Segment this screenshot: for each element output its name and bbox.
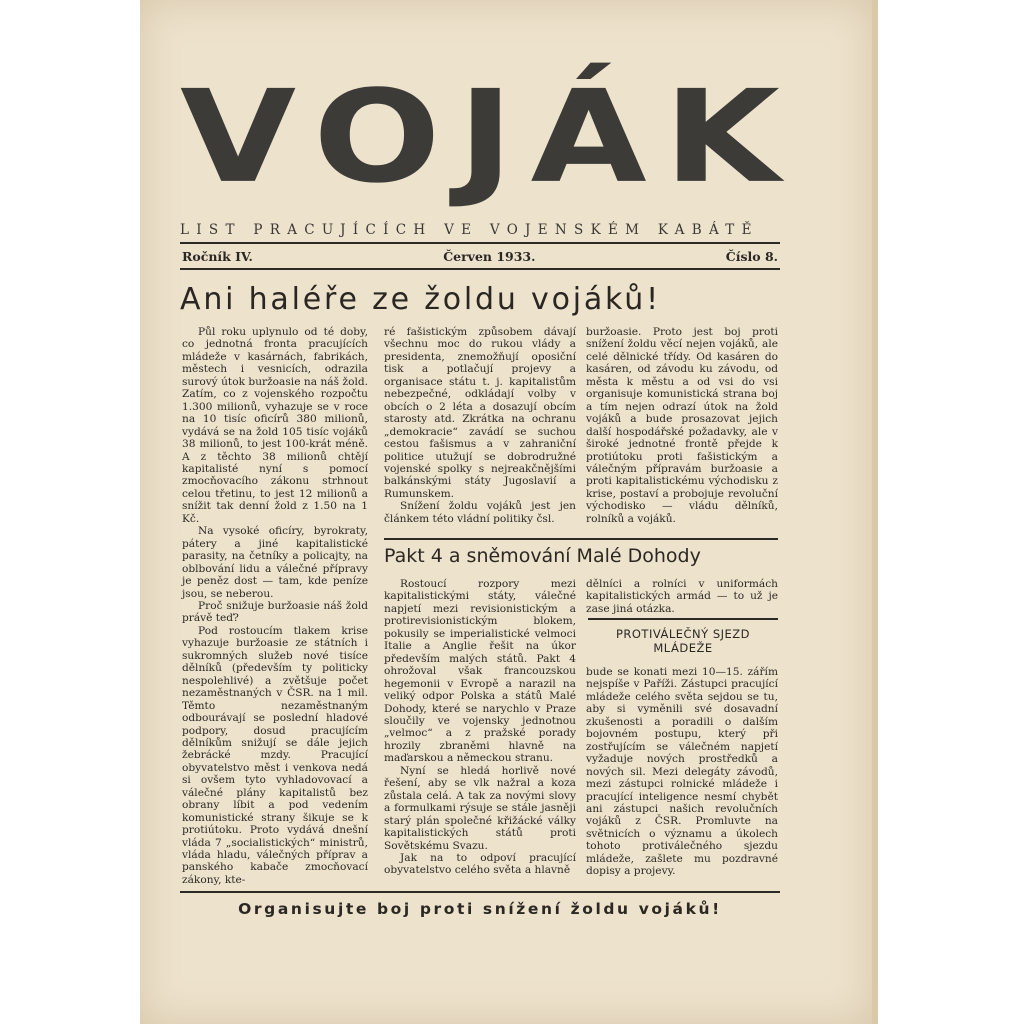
sjezd-rule bbox=[588, 618, 778, 620]
main-headline: Ani haléře ze žoldu vojáků! bbox=[180, 282, 661, 317]
masthead-title bbox=[180, 63, 780, 218]
issue-info-line bbox=[182, 249, 778, 264]
footer-slogan: Organisujte boj proti snížení žoldu vojáků! bbox=[238, 900, 722, 918]
paragraph: Snížení žoldu vojáků jest jen článkem této vládní politiky čsl. bbox=[384, 500, 576, 525]
pakt-column-left bbox=[384, 578, 576, 877]
sjezd-column bbox=[586, 666, 778, 878]
masthead-letter: Á bbox=[530, 63, 647, 212]
article-column-3 bbox=[586, 326, 778, 525]
paragraph: Rostoucí rozpory mezi kapitalistickými státy, válečné napjetí mezi revisionistickým a protirevisionistickým blokem, pokusily se imperialistické velmoci Italie a Anglie řešit na úkor především malých států. Pakt 4 ohrožoval však francouzskou hegemonii v Evropě a narazil na veliký odpor Polska a států Malé Dohody, které se narychlo v Praze sloučily ve vojensky jednotnou „velmoc“ a z pražské porady hrozily zbraněmi hlavně na maďarskou a německou stranu. bbox=[384, 578, 576, 765]
paragraph: Nyní se hledá horlivě nové řešení, aby se vlk nažral a koza zůstala celá. A tak za novými slovy a formulkami rýsuje se stále jasněji starý plán společné křižácké války kapitalistických států proti Sovětskému Svazu. bbox=[384, 764, 576, 852]
paragraph: Pod rostoucím tlakem krise vyhazuje buržoasie ze státních i sukromných služeb nové tisíce dělníků (především ty politicky nespolehlivé) a zvětšuje počet nezaměstnaných v ČSR. na 1 mil. Těmto nezaměstnaným odbourávají se poslední hladové podpory, dosud pracujícím dělníkům snižují se dále jejich žebrácké mzdy. Pracující obyvatelstvo měst i venkova nedá si ovšem tyto vyhladovovací a válečné plány kapitalistů bez obrany líbit a pod vedením komunistické strany šikuje se k protiútoku. Proto vydává dnešní vláda 7 „socialistických“ ministrů, vláda hladu, válečných příprav a panského kabače zmocňovací zákony, kte- bbox=[182, 624, 368, 886]
paragraph: bude se konati mezi 10—15. zářím nejspíše v Paříži. Zástupci pracující mládeže celého světa sejdou se tu, aby si vyměnili své dosavadní zkušenosti a poradili o dalším bojovném postupu, který při zostřujícím se válečném napjetí vyžaduje nových prostředků a nových sil. Mezi delegáty závodů, mezi zástupci rolnické mládeže i pracující inteligence nesmí chybět ani zástupci našich revolučních vojáků z ČSR. Promluvte na světnicích o významu a úkolech tohoto protiválečného sjezdu mládeže, zašlete mu pozdravné dopisy a projevy. bbox=[586, 666, 778, 878]
top-rule bbox=[180, 242, 780, 244]
paragraph: Jak na to odpoví pracující obyvatelstvo celého světa a hlavně bbox=[384, 851, 576, 877]
paragraph: Proč snižuje buržoasie náš žold právě teď? bbox=[182, 599, 368, 625]
volume-label: Ročník IV. bbox=[182, 249, 253, 264]
sjezd-title-line: MLÁDEŽE bbox=[653, 641, 713, 655]
paragraph: Půl roku uplynulo od té doby, co jednotná fronta pracujících mládeže v kasárnách, fabrikách, městech i vesnicích, odrazila surový útok buržoasie na náš žold. Zatím, co z vojenského rozpočtu 1.300 milionů, vyhazuje se v roce na 10 tisíc oficírů 380 milionů, vydává se na žold 105 tisíc vojáků 38 milionů, to jest 100-krát méně. A z těchto 38 milionů chtějí kapitalisté nyní s pomocí zmocňovacího zákonu strhnout celou třetinu, to jest 12 milionů a snížit tak denní žold z 1.50 na 1 Kč. bbox=[182, 326, 368, 525]
sjezd-title-line: PROTIVÁLEČNÝ SJEZD bbox=[615, 627, 751, 641]
footer-rule bbox=[180, 891, 780, 893]
article-column-1 bbox=[182, 326, 368, 886]
masthead-letter: O bbox=[313, 63, 441, 212]
paragraph: ré fašistickým způsobem dávají všechnu moc do rukou vlády a presidenta, znemožňují oposiční tisk a potlačují projevy a organisace státu t. j. kapitalistům nebezpečné, odkládají volby v obcích o 2 léta a dosazují obcím starosty atd. Zkrátka na ochranu „demokracie“ zavádí se suchou cestou fašismus a v zahraniční politice utužují se dobrodružné vojenské spolky s nejreakčnějšími balkánskými státy Jugoslavií a Rumunskem. bbox=[384, 326, 576, 500]
section-rule bbox=[384, 538, 778, 540]
sjezd-headline bbox=[588, 627, 778, 655]
paragraph: Na vysoké oficíry, byrokraty, pátery a jiné kapitalistické parasity, na četníky a policajty, na oblbování lidu a válečné přípravy je peněz dost — tam, kde peníze jsou, se neberou. bbox=[182, 525, 368, 600]
paragraph: dělníci a rolníci v uniformách kapitalistických armád — to už je zase jiná otázka. bbox=[586, 578, 778, 615]
paragraph: buržoasie. Proto jest boj proti snížení žoldu věcí nejen vojáků, ale celé dělnické třídy. Od kasáren do kasáren, od závodu ku závodu, od města k městu a od vsi do vsi organisuje komunistická strana boj a tím nejen odrazí útok na žold vojáků a bude prosazovat jejich další hospodářské požadavky, ale v široké jednotné frontě přejde k protiútoku proti fašistickým a válečným přípravám buržoasie a proti kapitalistickému východisku z krise, postaví a probojuje revoluční východisko — vládu dělníků, rolníků a vojáků. bbox=[586, 326, 778, 525]
info-rule bbox=[180, 268, 780, 270]
pakt-headline: Pakt 4 a sněmování Malé Dohody bbox=[384, 545, 701, 567]
pakt-column-right bbox=[586, 578, 778, 615]
masthead-letter: V bbox=[180, 63, 297, 212]
masthead-letter: K bbox=[663, 63, 780, 212]
issue-number: Číslo 8. bbox=[725, 249, 778, 264]
article-column-2 bbox=[384, 326, 576, 525]
date-label: Červen 1933. bbox=[443, 249, 536, 264]
masthead-subtitle: LIST PRACUJÍCÍCH VE VOJENSKÉM KABÁTĚ bbox=[180, 222, 759, 238]
masthead-letter: J bbox=[457, 63, 514, 212]
page-edge bbox=[872, 0, 878, 1024]
